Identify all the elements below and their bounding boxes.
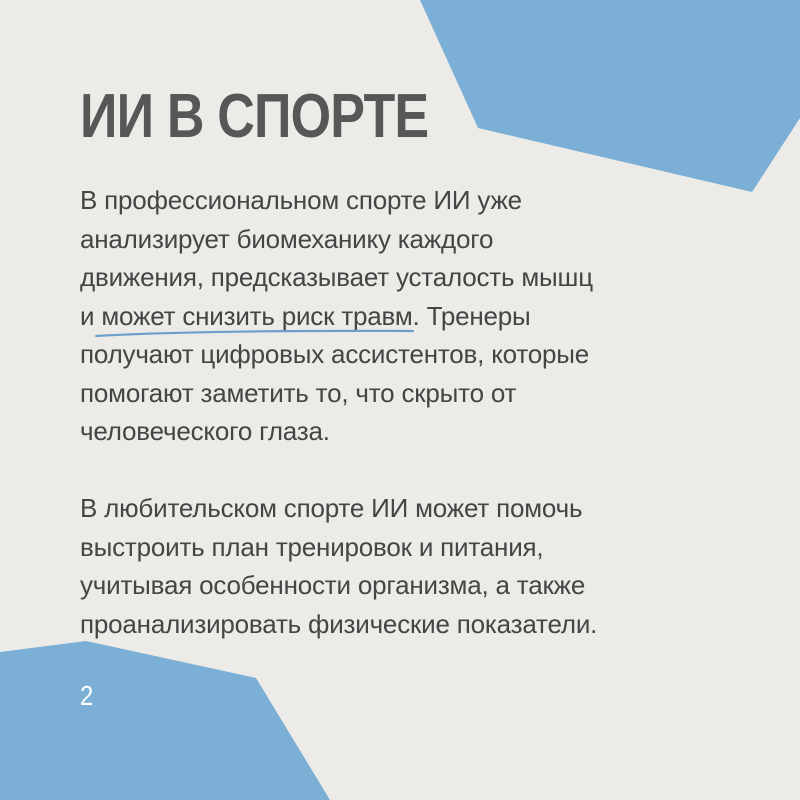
paragraph-line: получают цифровых ассистентов, которые <box>80 339 590 369</box>
slide-title: ИИ В СПОРТЕ <box>80 82 429 151</box>
paragraph-line: В профессиональном спорте ИИ уже <box>80 185 522 215</box>
hand-drawn-underline <box>93 325 416 341</box>
paragraph-line: выстроить план тренировок и питания, <box>80 531 544 562</box>
paragraph-line: В любительском спорте ИИ может помочь <box>80 493 583 523</box>
paragraph-line-with-highlight <box>80 297 593 336</box>
highlighted-text: может снизить риск травм <box>101 300 413 331</box>
paragraph-line: анализирует биомеханику каждого <box>80 223 494 254</box>
text-fragment: . Тренеры <box>412 300 531 331</box>
paragraph-line: человеческого глаза. <box>80 416 330 446</box>
paragraph-line: проанализировать физические показатели. <box>80 608 598 639</box>
paragraph-line: учитывая особенности организма, а также <box>80 570 586 600</box>
paragraph-line: движения, предсказывает усталость мышц <box>80 262 593 292</box>
bottom-left-blue-shape <box>0 641 330 800</box>
paragraph-amateur-sport <box>80 489 597 643</box>
highlighted-phrase <box>101 297 412 336</box>
top-right-blue-shape <box>420 0 800 192</box>
paragraph-line: помогают заметить то, что скрыто от <box>80 377 517 408</box>
text-fragment: и <box>80 300 102 331</box>
page-number: 2 <box>80 680 94 711</box>
paragraph-professional-sport <box>80 181 593 451</box>
